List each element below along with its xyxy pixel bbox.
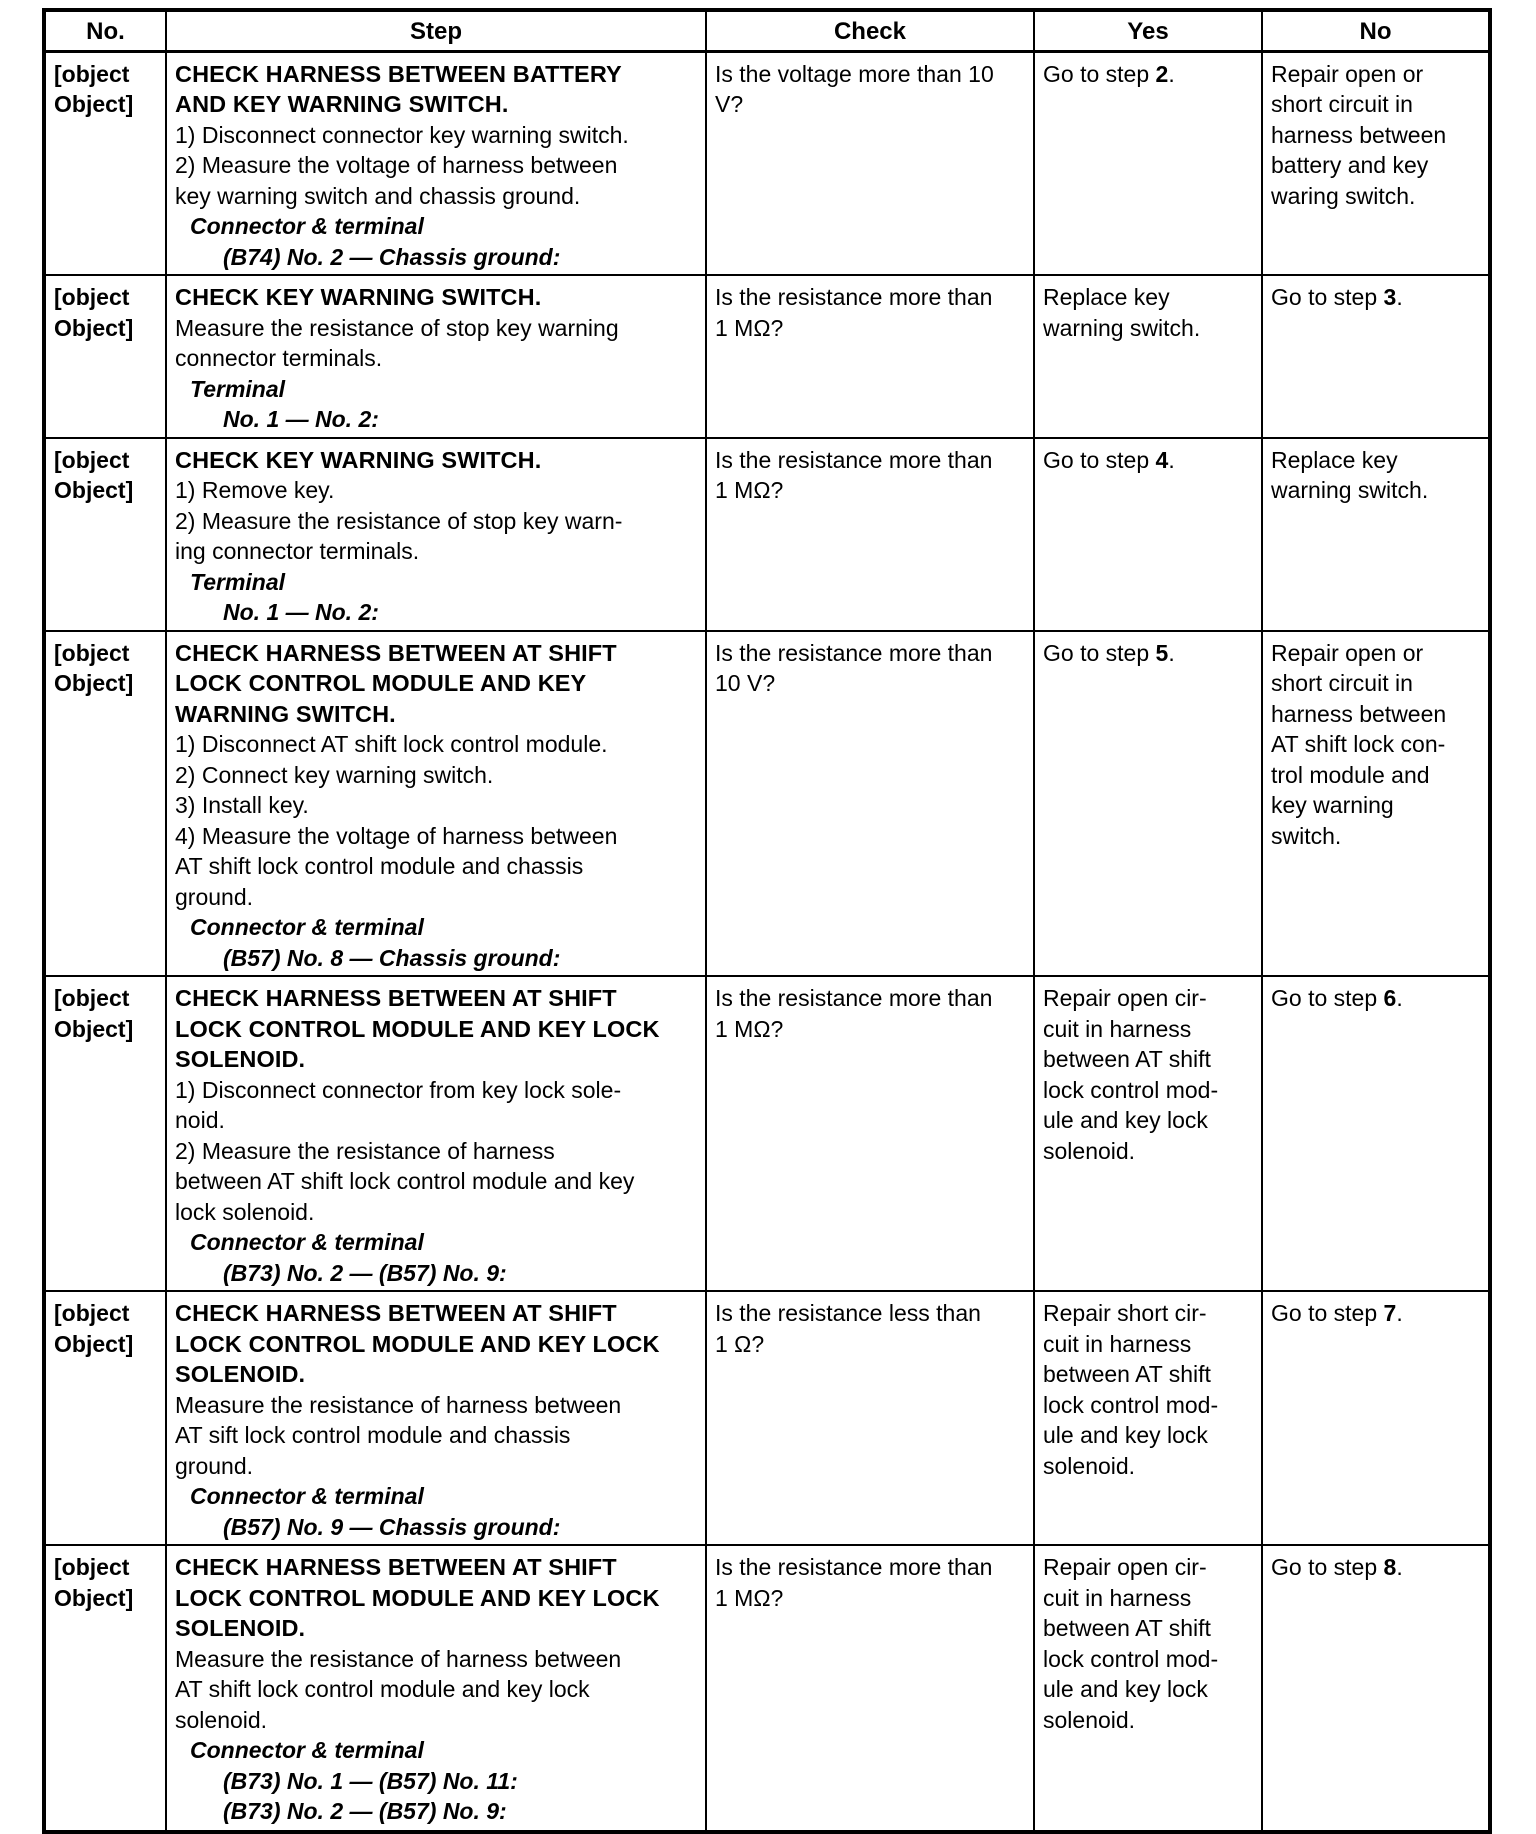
yes-action-goto xyxy=(1043,59,1253,90)
no-action-line: warning switch. xyxy=(1271,477,1429,503)
table-row xyxy=(44,631,1490,977)
no-action-step-ref: 6 xyxy=(1383,985,1397,1011)
terminal-spec: (B57) No. 8 — Chassis ground: xyxy=(223,944,561,971)
no-cell xyxy=(1262,275,1490,438)
yes-action-line: cuit in harness xyxy=(1043,1015,1192,1042)
no-cell xyxy=(1262,631,1490,977)
yes-action-line: cuit in harness xyxy=(1043,1584,1192,1611)
check-question-line: 10 V? xyxy=(715,670,776,696)
yes-action-line: ule and key lock xyxy=(1043,1107,1208,1133)
yes-action-step-ref: 2 xyxy=(1155,60,1169,87)
step-instruction-line: 2) Measure the voltage of harness between xyxy=(175,152,618,178)
check-question-line: Is the resistance less than xyxy=(715,1300,981,1326)
yes-action-text: Go to step xyxy=(1043,446,1156,473)
step-title-line: LOCK CONTROL MODULE AND KEY LOCK xyxy=(175,1015,660,1042)
no-action-step-ref: 7 xyxy=(1383,1300,1397,1326)
yes-cell xyxy=(1034,51,1262,275)
terminal-spec: No. 1 — No. 2: xyxy=(223,406,379,432)
step-title-line: LOCK CONTROL MODULE AND KEY LOCK xyxy=(175,1330,660,1357)
check-cell xyxy=(706,1291,1034,1545)
step-cell xyxy=(166,1291,706,1545)
step-instruction-line: ing connector terminals. xyxy=(175,538,420,564)
no-action-goto xyxy=(1271,282,1480,313)
no-action-period: . xyxy=(1396,284,1403,310)
no-action-line: Replace key xyxy=(1271,446,1398,473)
step-title-line: SOLENOID. xyxy=(175,1615,306,1641)
terminal-spec: (B57) No. 9 — Chassis ground: xyxy=(223,1513,561,1540)
connector-label: Connector & terminal xyxy=(190,213,424,239)
yes-action-period: . xyxy=(1168,446,1175,473)
no-action-step-ref: 3 xyxy=(1383,284,1397,310)
yes-action-line: solenoid. xyxy=(1043,1452,1136,1479)
step-instruction-line: Measure the resistance of harness between xyxy=(175,1645,622,1672)
yes-action-line: Repair short cir- xyxy=(1043,1300,1207,1326)
yes-action-line: lock control mod- xyxy=(1043,1645,1219,1672)
diagnostic-table xyxy=(42,8,1492,1834)
step-instruction-line: AT shift lock control module and key lock xyxy=(175,1676,590,1702)
yes-cell xyxy=(1034,438,1262,631)
no-action-line: AT shift lock con- xyxy=(1271,731,1446,757)
step-title-line: LOCK CONTROL MODULE AND KEY LOCK xyxy=(175,1584,660,1611)
terminal-spec: (B73) No. 2 — (B57) No. 9: xyxy=(223,1259,507,1286)
yes-cell xyxy=(1034,275,1262,438)
yes-action-goto xyxy=(1043,638,1253,669)
header-row xyxy=(44,10,1490,51)
no-action-text: Go to step xyxy=(1271,284,1384,310)
step-title-line: CHECK HARNESS BETWEEN AT SHIFT xyxy=(175,1554,617,1580)
connector-label: Terminal xyxy=(190,568,286,595)
step-number: [object Object] xyxy=(44,1291,166,1545)
step-instruction-line: connector terminals. xyxy=(175,345,383,371)
table-row xyxy=(44,976,1490,1291)
no-action-text: Go to step xyxy=(1271,1554,1384,1580)
step-number: [object Object] xyxy=(44,631,166,977)
step-instruction-line: 1) Disconnect AT shift lock control module. xyxy=(175,731,608,757)
yes-action-line: solenoid. xyxy=(1043,1137,1136,1164)
step-title-line: LOCK CONTROL MODULE AND KEY xyxy=(175,670,587,696)
step-instruction-line: Measure the resistance of harness between xyxy=(175,1391,622,1418)
no-action-line: switch. xyxy=(1271,822,1342,849)
no-action-line: battery and key xyxy=(1271,152,1429,178)
table-row xyxy=(44,1291,1490,1545)
terminal-spec: (B73) No. 2 — (B57) No. 9: xyxy=(223,1798,507,1824)
no-action-line: Repair open or xyxy=(1271,639,1424,666)
step-number: [object Object] xyxy=(44,275,166,438)
table-row xyxy=(44,438,1490,631)
check-question-line: 1 MΩ? xyxy=(715,1584,784,1611)
step-cell xyxy=(166,1545,706,1832)
no-action-text: Go to step xyxy=(1271,985,1384,1011)
step-instruction-line: 1) Disconnect connector from key lock sole- xyxy=(175,1076,622,1103)
yes-action-period: . xyxy=(1168,60,1175,87)
step-instruction-line: 1) Disconnect connector key warning switch. xyxy=(175,121,629,148)
yes-action-step-ref: 5 xyxy=(1155,639,1169,666)
yes-action-goto xyxy=(1043,445,1253,476)
check-question-line: Is the resistance more than xyxy=(715,1554,993,1580)
terminal-spec: (B73) No. 1 — (B57) No. 11: xyxy=(223,1767,518,1794)
no-action-line: short circuit in xyxy=(1271,670,1413,696)
check-question-line: 1 MΩ? xyxy=(715,477,784,503)
no-action-line: key warning xyxy=(1271,792,1394,818)
check-cell xyxy=(706,631,1034,977)
check-question-line: V? xyxy=(715,91,744,117)
no-cell xyxy=(1262,1545,1490,1832)
header-check: Check xyxy=(706,10,1034,51)
yes-cell xyxy=(1034,1291,1262,1545)
step-title-line: CHECK HARNESS BETWEEN AT SHIFT xyxy=(175,985,617,1011)
step-instruction-line: 2) Connect key warning switch. xyxy=(175,761,494,788)
check-cell xyxy=(706,1545,1034,1832)
yes-cell xyxy=(1034,631,1262,977)
yes-action-line: Replace key xyxy=(1043,284,1170,310)
step-instruction-line: lock solenoid. xyxy=(175,1198,315,1225)
table-row xyxy=(44,275,1490,438)
check-question-line: Is the resistance more than xyxy=(715,985,993,1011)
yes-action-text: Go to step xyxy=(1043,60,1156,87)
yes-action-line: ule and key lock xyxy=(1043,1422,1208,1448)
step-cell xyxy=(166,51,706,275)
step-number: [object Object] xyxy=(44,976,166,1291)
no-action-line: trol module and xyxy=(1271,761,1430,788)
step-number: [object Object] xyxy=(44,438,166,631)
step-cell xyxy=(166,976,706,1291)
no-action-line: waring switch. xyxy=(1271,182,1416,209)
step-instruction-line: 4) Measure the voltage of harness between xyxy=(175,822,618,849)
step-instruction-line: 3) Install key. xyxy=(175,792,309,818)
step-instruction-line: noid. xyxy=(175,1107,225,1133)
check-question-line: Is the resistance more than xyxy=(715,639,993,666)
no-action-line: Repair open or xyxy=(1271,60,1424,87)
step-title-line: AND KEY WARNING SWITCH. xyxy=(175,91,509,117)
yes-action-text: Go to step xyxy=(1043,639,1156,666)
yes-action-line: Repair open cir- xyxy=(1043,1554,1207,1580)
yes-action-line: lock control mod- xyxy=(1043,1391,1219,1418)
step-title-line: CHECK KEY WARNING SWITCH. xyxy=(175,284,542,310)
yes-action-period: . xyxy=(1168,639,1175,666)
check-question-line: 1 Ω? xyxy=(715,1330,765,1357)
step-title-line: CHECK KEY WARNING SWITCH. xyxy=(175,446,542,473)
step-instruction-line: solenoid. xyxy=(175,1706,268,1733)
step-instruction-line: 2) Measure the resistance of stop key warn- xyxy=(175,507,623,534)
step-number: [object Object] xyxy=(44,1545,166,1832)
no-action-period: . xyxy=(1396,1300,1403,1326)
no-cell xyxy=(1262,976,1490,1291)
check-question-line: Is the voltage more than 10 xyxy=(715,60,994,87)
step-instruction-line: AT sift lock control module and chassis xyxy=(175,1422,571,1448)
step-cell xyxy=(166,275,706,438)
yes-action-line: between AT shift xyxy=(1043,1046,1211,1072)
step-title-line: SOLENOID. xyxy=(175,1361,306,1387)
step-instruction-line: AT shift lock control module and chassis xyxy=(175,853,584,879)
check-question-line: Is the resistance more than xyxy=(715,284,993,310)
no-action-line: short circuit in xyxy=(1271,91,1413,117)
no-action-line: harness between xyxy=(1271,121,1447,148)
terminal-spec: No. 1 — No. 2: xyxy=(223,599,379,625)
step-instruction-line: ground. xyxy=(175,883,254,910)
check-cell xyxy=(706,438,1034,631)
step-instruction-line: 2) Measure the resistance of harness xyxy=(175,1137,555,1164)
header-step: Step xyxy=(166,10,706,51)
step-title-line: CHECK HARNESS BETWEEN BATTERY xyxy=(175,60,622,87)
terminal-spec: (B74) No. 2 — Chassis ground: xyxy=(223,243,561,270)
no-cell xyxy=(1262,438,1490,631)
check-cell xyxy=(706,275,1034,438)
no-action-text: Go to step xyxy=(1271,1300,1384,1326)
no-action-goto xyxy=(1271,1552,1480,1583)
step-instruction-line: Measure the resistance of stop key warning xyxy=(175,314,619,341)
step-number: [object Object] xyxy=(44,51,166,275)
yes-cell xyxy=(1034,976,1262,1291)
yes-action-line: between AT shift xyxy=(1043,1615,1211,1641)
yes-action-line: warning switch. xyxy=(1043,314,1201,341)
header-no: No. xyxy=(44,10,166,51)
connector-label: Connector & terminal xyxy=(190,1229,424,1255)
step-instruction-line: ground. xyxy=(175,1452,254,1479)
yes-action-step-ref: 4 xyxy=(1155,446,1169,473)
yes-action-line: ule and key lock xyxy=(1043,1676,1208,1702)
check-cell xyxy=(706,976,1034,1291)
no-action-goto xyxy=(1271,1298,1480,1329)
yes-action-line: Repair open cir- xyxy=(1043,985,1207,1011)
connector-label: Connector & terminal xyxy=(190,1737,424,1763)
no-action-period: . xyxy=(1396,1554,1403,1580)
step-title-line: CHECK HARNESS BETWEEN AT SHIFT xyxy=(175,639,617,666)
no-cell xyxy=(1262,51,1490,275)
step-cell xyxy=(166,631,706,977)
check-cell xyxy=(706,51,1034,275)
step-instruction-line: 1) Remove key. xyxy=(175,477,335,503)
no-action-step-ref: 8 xyxy=(1383,1554,1397,1580)
check-question-line: 1 MΩ? xyxy=(715,314,784,341)
no-action-goto xyxy=(1271,983,1480,1014)
header-yes: Yes xyxy=(1034,10,1262,51)
table-row xyxy=(44,1545,1490,1832)
yes-action-line: lock control mod- xyxy=(1043,1076,1219,1103)
step-title-line: WARNING SWITCH. xyxy=(175,700,396,727)
connector-label: Connector & terminal xyxy=(190,914,424,940)
step-instruction-line: key warning switch and chassis ground. xyxy=(175,182,581,209)
check-question-line: Is the resistance more than xyxy=(715,446,993,473)
check-question-line: 1 MΩ? xyxy=(715,1015,784,1042)
step-cell xyxy=(166,438,706,631)
yes-action-line: solenoid. xyxy=(1043,1706,1136,1733)
step-title-line: CHECK HARNESS BETWEEN AT SHIFT xyxy=(175,1300,617,1326)
table-row xyxy=(44,51,1490,275)
no-action-period: . xyxy=(1396,985,1403,1011)
yes-action-line: cuit in harness xyxy=(1043,1330,1192,1357)
connector-label: Connector & terminal xyxy=(190,1483,424,1509)
no-action-line: harness between xyxy=(1271,700,1447,727)
header-no-result: No xyxy=(1262,10,1490,51)
no-cell xyxy=(1262,1291,1490,1545)
yes-cell xyxy=(1034,1545,1262,1832)
step-title-line: SOLENOID. xyxy=(175,1046,306,1072)
connector-label: Terminal xyxy=(190,375,286,402)
yes-action-line: between AT shift xyxy=(1043,1361,1211,1387)
step-instruction-line: between AT shift lock control module and key xyxy=(175,1168,635,1194)
